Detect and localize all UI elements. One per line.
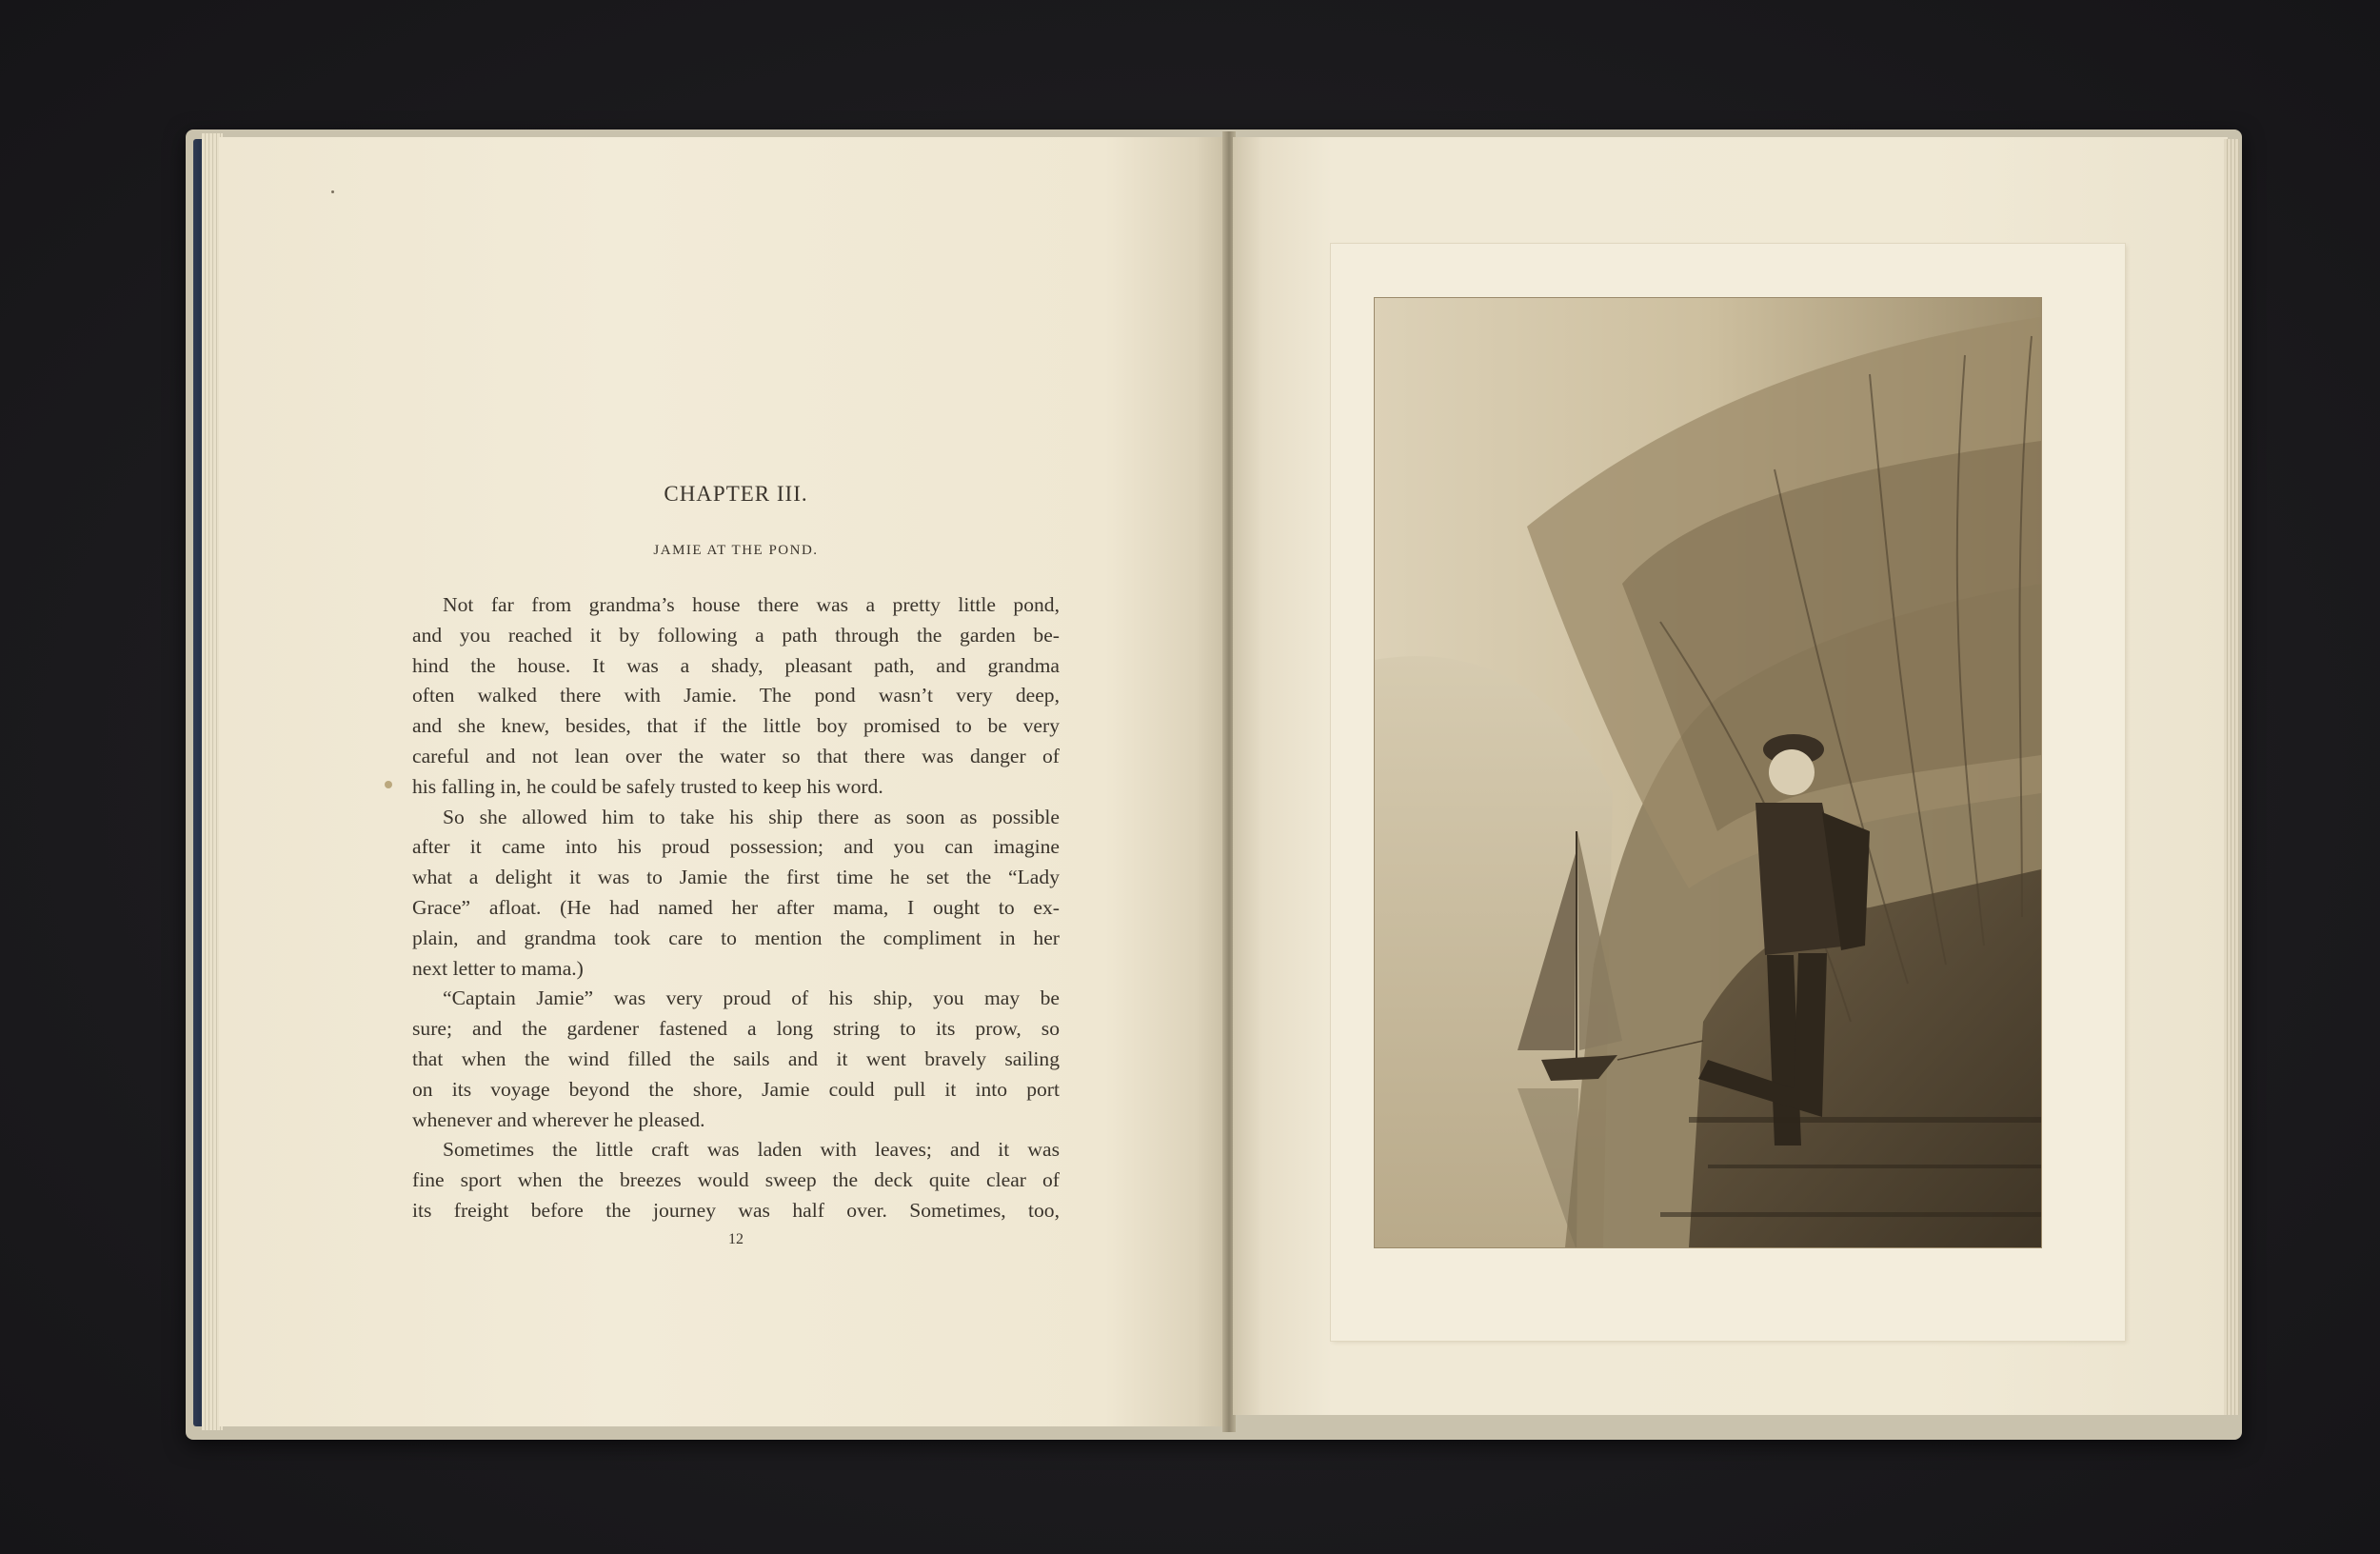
text-line: that when the wind filled the sails and it went bravely sailing — [412, 1047, 1060, 1070]
text-line: fine sport when the breezes would sweep the deck quite clear of — [412, 1168, 1060, 1192]
text-line: whenever and wherever he pleased. — [412, 1107, 705, 1131]
text-line: hind the house. It was a shady, pleasant path, and grandma — [412, 653, 1060, 677]
page-speck — [331, 190, 334, 193]
chapter-subtitle: JAMIE AT THE POND. — [653, 543, 819, 558]
text-line: its freight before the journey was half over. Sometimes, too, — [412, 1199, 1060, 1222]
margin-dot-mark — [385, 781, 392, 788]
text-line: “Captain Jamie” was very proud of his ship, you may be — [443, 986, 1060, 1010]
chapter-title: CHAPTER III. — [664, 482, 808, 506]
text-line: and you reached it by following a path through the garden be- — [412, 623, 1060, 647]
text-line: Sometimes the little craft was laden with leaves; and it was — [443, 1138, 1060, 1162]
text-line: plain, and grandma took care to mention the compliment in her — [412, 926, 1060, 949]
text-line: often walked there with Jamie. The pond wasn’t very deep, — [412, 684, 1060, 707]
right-page-edges — [2224, 139, 2239, 1415]
text-line: Not far from grandma’s house there was a pretty little pond, — [443, 593, 1060, 616]
text-line: on its voyage beyond the shore, Jamie could pull it into port — [412, 1077, 1060, 1101]
text-line: after it came into his proud possession; and you can imagine — [412, 835, 1060, 859]
text-line: careful and not lean over the water so that there was danger of — [412, 745, 1060, 767]
text-line: his falling in, he could be safely trusted to keep his word. — [412, 774, 883, 798]
text-line: Grace” afloat. (He had named her after mama, I ought to ex- — [412, 896, 1060, 919]
page-number: 12 — [728, 1231, 744, 1247]
photograph-boy-with-toy-sailboat-icon — [1375, 298, 2041, 1247]
text-line: sure; and the gardener fastened a long string to its prow, so — [412, 1017, 1060, 1041]
text-line: what a delight it was to Jamie the first time he set the “Lady — [412, 866, 1060, 889]
text-line: So she allowed him to take his ship there as soon as possible — [443, 805, 1060, 828]
text-line: and she knew, besides, that if the little boy promised to be very — [412, 714, 1060, 738]
text-line: next letter to mama.) — [412, 956, 584, 980]
photo-plate — [1375, 298, 2041, 1247]
